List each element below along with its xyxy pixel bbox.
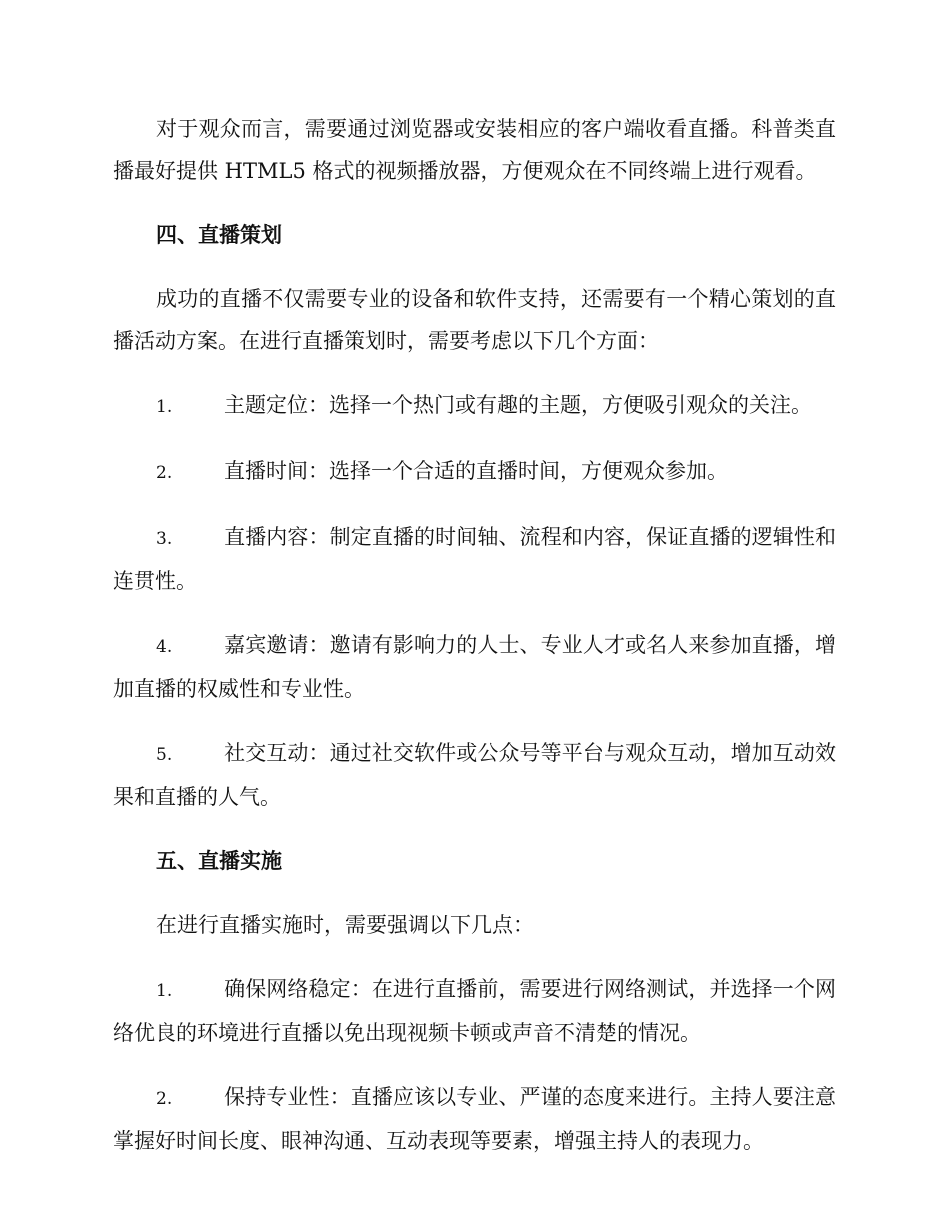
list-number: 5. [156, 745, 173, 765]
list-number: 4. [156, 637, 173, 657]
list-number: 1. [156, 981, 173, 1001]
list-item-text: 主题定位：选择一个热门或有趣的主题，方便吸引观众的关注。 [224, 393, 812, 417]
section-heading-planning: 四、直播策划 [156, 222, 282, 247]
list-item [113, 732, 836, 818]
list-item [113, 1076, 836, 1162]
list-item [113, 624, 836, 710]
paragraph-implementation-intro: 在进行直播实施时，需要强调以下几点： [156, 913, 534, 937]
list-item [113, 968, 836, 1054]
list-item-text: 保持专业性：直播应该以专业、严谨的态度来进行。主持人要注意掌握好时间长度、眼神沟通、互动表现等要素，增强主持人的表现力。 [113, 1085, 836, 1153]
list-item [113, 450, 836, 494]
list-item [113, 516, 836, 602]
list-item-text: 直播时间：选择一个合适的直播时间，方便观众参加。 [224, 459, 728, 483]
list-item-text: 嘉宾邀请：邀请有影响力的人士、专业人才或名人来参加直播，增加直播的权威性和专业性。 [113, 633, 836, 701]
list-number: 3. [156, 529, 173, 549]
list-number: 1. [156, 397, 173, 417]
list-item-text: 直播内容：制定直播的时间轴、流程和内容，保证直播的逻辑性和连贯性。 [113, 525, 836, 593]
list-item-text: 确保网络稳定：在进行直播前，需要进行网络测试，并选择一个网络优良的环境进行直播以免出现视频卡顿或声音不清楚的情况。 [113, 977, 836, 1045]
paragraph-planning-intro: 成功的直播不仅需要专业的设备和软件支持，还需要有一个精心策划的直播活动方案。在进行直播策划时，需要考虑以下几个方面： [113, 287, 836, 353]
section-heading-implementation: 五、直播实施 [156, 848, 282, 873]
list-number: 2. [156, 1089, 173, 1109]
list-number: 2. [156, 463, 173, 483]
list-item [113, 384, 836, 428]
paragraph-viewer-access: 对于观众而言，需要通过浏览器或安装相应的客户端收看直播。科普类直播最好提供 HTML5 格式的视频播放器，方便观众在不同终端上进行观看。 [113, 117, 836, 183]
list-item-text: 社交互动：通过社交软件或公众号等平台与观众互动，增加互动效果和直播的人气。 [113, 741, 836, 809]
